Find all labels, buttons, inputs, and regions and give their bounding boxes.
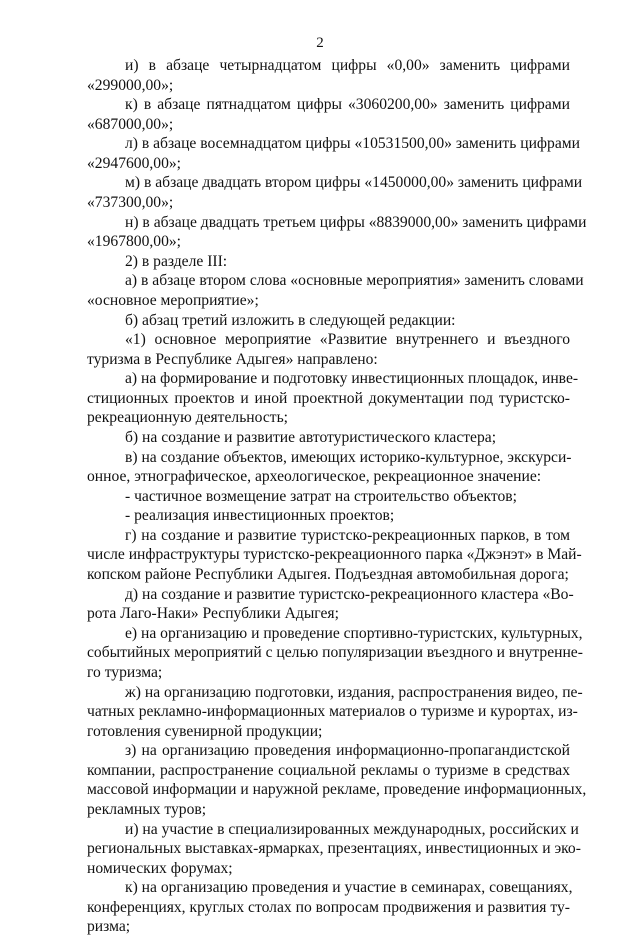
paragraph bbox=[87, 311, 570, 331]
paragraph bbox=[87, 487, 570, 507]
text-line: б) абзац третий изложить в следующей редакции: bbox=[125, 311, 456, 329]
text-line: региональных выставках-ярмарках, презентациях, инвестиционных и эко- bbox=[87, 840, 581, 858]
paragraph bbox=[87, 95, 570, 134]
text-line: 2) в разделе III: bbox=[125, 252, 228, 270]
paragraph bbox=[87, 526, 582, 585]
text-line: событийных мероприятий с целью популяризации въездного и внутренне- bbox=[87, 644, 583, 662]
paragraph bbox=[87, 506, 570, 526]
text-line: числе инфраструктуры туристско-рекреационного парка «Джэнэт» в Май- bbox=[87, 546, 582, 564]
text-line: номических форумах; bbox=[87, 859, 233, 877]
paragraph bbox=[87, 448, 570, 487]
text-line: чатных рекламно-информационных материалов о туризме и курортах, из- bbox=[87, 703, 578, 721]
paragraph bbox=[87, 878, 573, 937]
text-line: к) в абзаце пятнадцатом цифры «3060200,00» заменить цифрами bbox=[125, 96, 570, 114]
text-line: б) на создание и развитие автотуристического кластера; bbox=[125, 428, 497, 446]
text-line: н) в абзаце двадцать третьем цифры «8839000,00» заменить цифрами bbox=[125, 213, 587, 231]
text-line: л) в абзаце восемнадцатом цифры «10531500,00» заменить цифрами bbox=[125, 135, 580, 153]
paragraph bbox=[87, 585, 574, 624]
text-line: и) на участие в специализированных международных, российских и bbox=[125, 820, 579, 838]
text-line: в) на создание объектов, имеющих историко-культурное, экскурси- bbox=[125, 448, 572, 466]
text-line: рота Лаго-Наки» Республики Адыгея; bbox=[87, 605, 339, 623]
paragraph bbox=[87, 741, 587, 819]
text-line: «1967800,00»; bbox=[87, 233, 181, 251]
text-line: ж) на организацию подготовки, издания, распространения видео, пе- bbox=[125, 683, 583, 701]
paragraph bbox=[87, 134, 580, 173]
paragraph bbox=[87, 683, 583, 742]
text-line: «основное мероприятие»; bbox=[87, 291, 259, 309]
text-line: рекреационную деятельность; bbox=[87, 409, 289, 427]
paragraph bbox=[87, 330, 570, 369]
text-line: рекламных туров; bbox=[87, 800, 207, 818]
text-line: - реализация инвестиционных проектов; bbox=[125, 507, 395, 525]
text-line: готовления сувенирной продукции; bbox=[87, 722, 323, 740]
text-line: «2947600,00»; bbox=[87, 154, 181, 172]
page-number: 2 bbox=[316, 35, 324, 51]
text-line: д) на создание и развитие туристско-рекреационного кластера «Во- bbox=[125, 585, 574, 603]
text-line: го туризма; bbox=[87, 663, 163, 681]
text-line: туризма в Республике Адыгея» направлено: bbox=[87, 350, 378, 368]
text-line: «1) основное мероприятие «Развитие внутреннего и въездного bbox=[125, 331, 570, 349]
paragraph bbox=[87, 624, 583, 683]
text-line: стиционных проектов и иной проектной документации под туристско- bbox=[87, 389, 570, 407]
text-line: з) на организацию проведения информационно-пропагандистской bbox=[125, 742, 570, 760]
paragraph bbox=[87, 428, 570, 448]
paragraph bbox=[87, 173, 583, 212]
text-line: массовой информации и наружной рекламе, проведение информационных, bbox=[87, 781, 587, 799]
text-line: и) в абзаце четырнадцатом цифры «0,00» заменить цифрами bbox=[125, 57, 570, 74]
text-line: «737300,00»; bbox=[87, 194, 174, 212]
text-line: - частичное возмещение затрат на строительство объектов; bbox=[125, 487, 518, 505]
text-line: компании, распространение социальной рекламы о туризме в средствах bbox=[87, 761, 570, 779]
paragraph bbox=[87, 213, 587, 252]
document-body bbox=[87, 56, 587, 937]
text-line: к) на организацию проведения и участие в семинарах, совещаниях, bbox=[125, 879, 573, 897]
text-line: е) на организацию и проведение спортивно-туристских, культурных, bbox=[125, 624, 583, 642]
text-line: онное, этнографическое, археологическое, рекреационное значение: bbox=[87, 468, 542, 486]
text-line: «299000,00»; bbox=[87, 76, 174, 94]
text-line: конференциях, круглых столах по вопросам продвижения и развития ту- bbox=[87, 898, 570, 916]
text-line: «687000,00»; bbox=[87, 115, 174, 133]
paragraph bbox=[87, 271, 584, 310]
paragraph bbox=[87, 369, 579, 428]
text-line: м) в абзаце двадцать втором цифры «1450000,00» заменить цифрами bbox=[125, 174, 583, 192]
text-line: а) в абзаце втором слова «основные мероприятия» заменить словами bbox=[125, 272, 584, 290]
paragraph bbox=[87, 252, 570, 272]
paragraph bbox=[87, 820, 581, 879]
text-line: копском районе Республики Адыгея. Подъездная автомобильная дорога; bbox=[87, 566, 569, 584]
text-line: г) на создание и развитие туристско-рекреационных парков, в том bbox=[125, 526, 570, 544]
paragraph bbox=[87, 56, 570, 95]
text-line: ризма; bbox=[87, 918, 131, 936]
text-line: а) на формирование и подготовку инвестиционных площадок, инве- bbox=[125, 370, 579, 388]
